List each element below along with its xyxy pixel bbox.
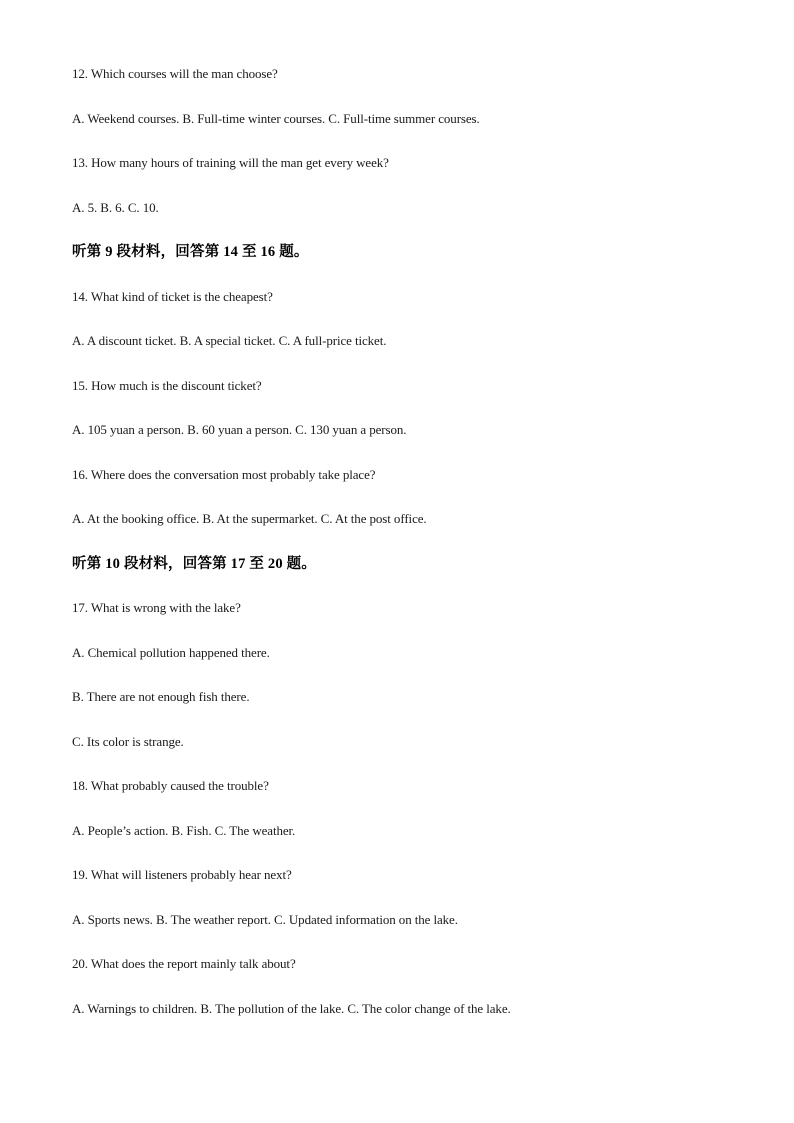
question-15: 15. How much is the discount ticket? [72, 377, 262, 393]
question-14-options: A. A discount ticket. B. A special ticket. C. A full-price ticket. [72, 333, 387, 348]
question-16-options: A. At the booking office. B. At the supermarket. C. At the post office. [72, 511, 427, 526]
question-17-option-b: B. There are not enough fish there. [72, 689, 250, 704]
document-page [72, 64, 732, 1043]
section-heading-9: 听第 9 段材料，回答第 14 至 16 题。 [72, 244, 309, 260]
question-17-option-a: A. Chemical pollution happened there. [72, 644, 270, 660]
question-17-option-c: C. Its color is strange. [72, 733, 184, 749]
question-13-options: A. 5. B. 6. C. 10. [72, 199, 159, 215]
question-19-options: A. Sports news. B. The weather report. C. Updated information on the lake. [72, 911, 458, 927]
question-19: 19. What will listeners probably hear next? [72, 867, 292, 882]
question-17: 17. What is wrong with the lake? [72, 600, 241, 615]
question-12-options: A. Weekend courses. B. Full-time winter courses. C. Full-time summer courses. [72, 110, 480, 126]
question-20: 20. What does the report mainly talk about? [72, 956, 296, 971]
question-13: 13. How many hours of training will the man get every week? [72, 155, 389, 170]
question-12: 12. Which courses will the man choose? [72, 66, 278, 81]
question-18-options: A. People’s action. B. Fish. C. The weather. [72, 822, 296, 838]
question-16: 16. Where does the conversation most probably take place? [72, 466, 376, 482]
question-20-options: A. Warnings to children. B. The pollution of the lake. C. The color change of the lake. [72, 1000, 511, 1016]
question-14: 14. What kind of ticket is the cheapest? [72, 288, 273, 304]
section-heading-10: 听第 10 段材料，回答第 17 至 20 题。 [72, 555, 317, 572]
question-15-options: A. 105 yuan a person. B. 60 yuan a person. C. 130 yuan a person. [72, 422, 407, 437]
question-18: 18. What probably caused the trouble? [72, 778, 269, 793]
